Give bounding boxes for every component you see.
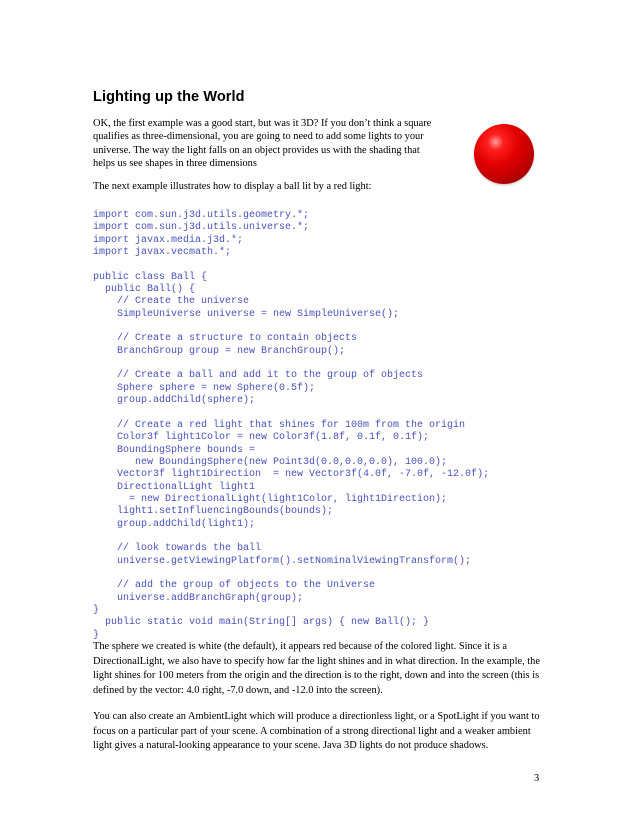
lead-sentence: The next example illustrates how to display a ball lit by a red light: [93, 181, 372, 192]
code-line: // Create a red light that shines for 100m from the origin [93, 419, 466, 431]
code-line: import com.sun.j3d.utils.geometry.*; [93, 210, 310, 221]
code-line: new BoundingSphere(new Point3d(0.0,0.0,0.0), 100.0); [93, 456, 448, 468]
code-line: light1.setInfluencingBounds(bounds); [93, 506, 334, 518]
code-line [93, 408, 489, 420]
code-line: = new DirectionalLight(light1Color, light1Direction); [93, 493, 448, 505]
code-line: public class Ball { [93, 271, 208, 283]
paragraph-line: light shines for 100 meters from the origin and the direction is to the right, down and into the screen (this is [93, 670, 540, 682]
paragraph-line: You can also create an AmbientLight which will produce a directionless light, or a SpotLight if you want to [93, 711, 540, 722]
code-line [93, 568, 489, 580]
code-line: BranchGroup group = new BranchGroup(); [93, 345, 346, 357]
code-line: Color3f light1Color = new Color3f(1.8f, 0.1f, 0.1f); [93, 432, 430, 444]
intro-paragraph [93, 117, 453, 171]
code-line: group.addChild(light1); [93, 518, 256, 530]
code-line: } [93, 629, 100, 641]
code-line: public Ball() { [93, 284, 196, 296]
code-line: Sphere sphere = new Sphere(0.5f); [93, 382, 316, 394]
code-line: // add the group of objects to the Universe [93, 580, 376, 592]
code-line: universe.addBranchGraph(group); [93, 592, 304, 604]
code-line: // Create a structure to contain objects [93, 333, 358, 345]
code-line: SimpleUniverse universe = new SimpleUniverse(); [93, 308, 400, 320]
code-line: // look towards the ball [93, 543, 262, 555]
code-line: import javax.media.j3d.*; [93, 234, 244, 246]
section-heading: Lighting up the World [93, 89, 245, 105]
intro-line: helps us see shapes in three dimensions [93, 158, 257, 170]
code-line: universe.getViewingPlatform().setNominalViewingTransform(); [93, 555, 472, 567]
paragraph-line: The sphere we created is white (the default), it appears red because of the colored light. Since it is a [93, 641, 508, 652]
code-line: group.addChild(sphere); [93, 395, 256, 407]
code-line [93, 531, 489, 543]
lights-paragraph [93, 710, 545, 754]
code-line: // Create the universe [93, 296, 250, 308]
page-number: 3 [534, 773, 540, 784]
code-line: import javax.vecmath.*; [93, 247, 232, 259]
code-line: Vector3f light1Direction = new Vector3f(4.0f, -7.0f, -12.0f); [93, 469, 490, 481]
code-line: } [93, 605, 100, 616]
code-listing [93, 210, 489, 642]
paragraph-line: focus on a particular part of your scene. A combination of a strong directional light and a weaker ambient [93, 725, 531, 737]
code-line: public static void main(String[] args) { new Ball(); } [93, 617, 430, 629]
intro-line: universe. The way the light falls on an object provides us with the shading that [93, 144, 420, 156]
code-line [93, 259, 489, 271]
code-line: BoundingSphere bounds = [93, 444, 256, 456]
intro-line: qualifies as three-dimensional, you are going to need to add some lights to your [93, 131, 424, 143]
paragraph-line: defined by the vector: 4.0 right, -7.0 down, and -12.0 into the screen). [93, 684, 383, 696]
code-line: DirectionalLight light1 [93, 481, 256, 493]
paragraph-line: DirectionalLight, we also have to specify how far the light shines and in what direction. In the example, the [93, 655, 540, 667]
code-line: import com.sun.j3d.utils.universe.*; [93, 222, 310, 234]
intro-line: OK, the first example was a good start, but was it 3D? If you don’t think a square [93, 118, 432, 129]
code-line: // Create a ball and add it to the group of objects [93, 370, 424, 382]
code-line [93, 358, 489, 370]
paragraph-line: light gives a natural-looking appearance to your scene. Java 3D lights do not produce shadows. [93, 740, 489, 752]
code-line [93, 321, 489, 333]
red-ball-illustration [474, 124, 534, 184]
explanation-paragraph [93, 640, 545, 698]
